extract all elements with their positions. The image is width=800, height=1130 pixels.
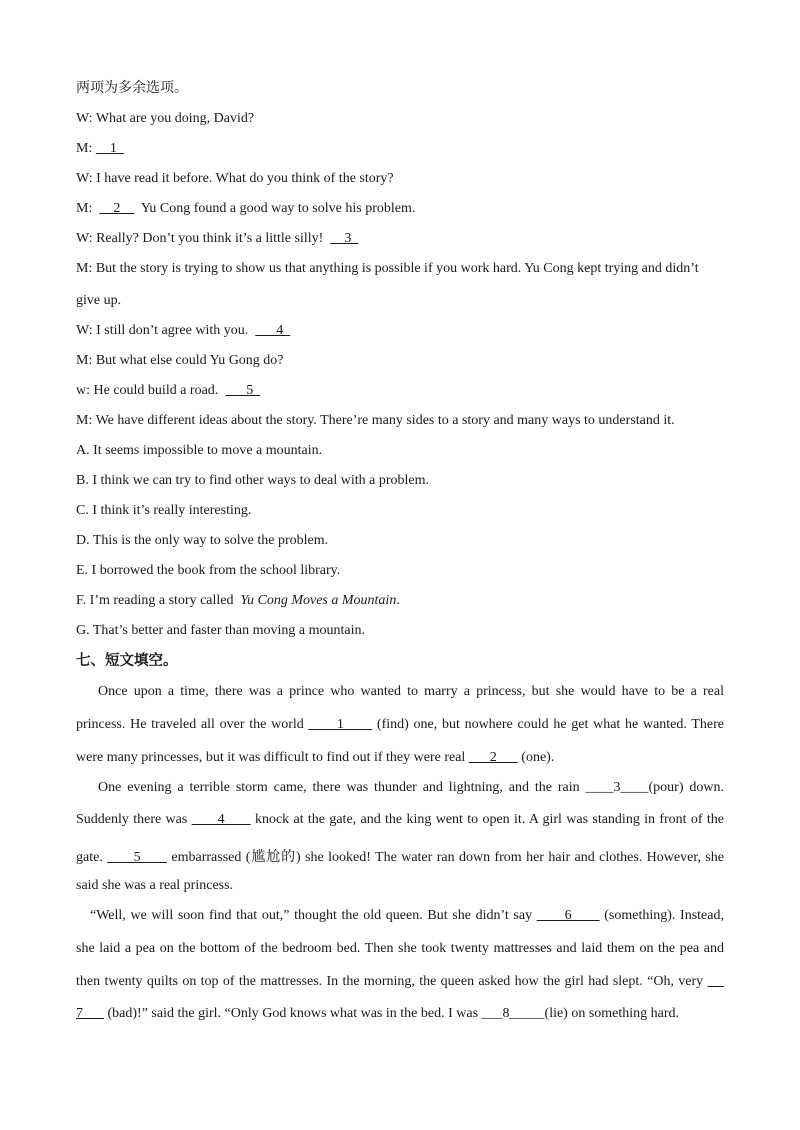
section-heading: 七、短文填空。 — [76, 653, 178, 669]
answer-blank-3: 3 — [330, 231, 359, 246]
cloze-blank-5: 5 — [107, 850, 167, 865]
cloze-blank-1: 1 — [308, 717, 373, 732]
cloze-blank-7-start — [708, 974, 725, 989]
dialogue-text: Yu Cong found a good way to solve his problem. — [134, 201, 416, 216]
story-title: Yu Cong Moves a Mountain — [240, 593, 397, 608]
passage-line: One evening a terrible storm came, there was thunder and lightning, and the rain ____3____(pour) down. — [98, 780, 724, 795]
dialogue-line: W: What are you doing, David? — [76, 111, 255, 126]
dialogue-line — [76, 140, 124, 158]
passage-line: Suddenly there was 4 knock at the gate, and the king went to open it. A girl was standing in front of the — [76, 812, 725, 827]
dialogue-line: M: But the story is trying to show us that anything is possible if you work hard. Yu Cong kept trying and didn’t — [76, 261, 699, 276]
passage-line: 7 (bad)!” said the girl. “Only God knows what was in the bed. I was ___8_____(lie) on something hard. — [76, 1006, 680, 1021]
option-a: A. It seems impossible to move a mountain. — [76, 443, 323, 458]
dialogue-text: w: He could build a road. — [76, 383, 226, 398]
option-c: C. I think it’s really interesting. — [76, 503, 252, 518]
cloze-blank-7-end: 7 — [76, 1006, 104, 1021]
passage-line: gate. 5 embarrassed (尴尬的) she looked! The water ran down from her hair and clothes. However, she — [76, 850, 724, 865]
answer-blank-2: 2 — [99, 201, 135, 216]
instruction-text: 两项为多余选项。 — [76, 81, 188, 96]
option-g: G. That’s better and faster than moving a mountain. — [76, 623, 366, 638]
dialogue-line: M: We have different ideas about the story. There’re many sides to a story and many ways to understand it. — [76, 413, 675, 428]
cloze-blank-3: ____3____ — [585, 780, 649, 795]
cloze-blank-6: 6 — [536, 908, 600, 923]
cloze-blank-2: 2 — [468, 750, 518, 765]
answer-blank-5: 5 — [225, 383, 261, 398]
passage-line: she laid a pea on the bottom of the bedroom bed. Then she took twenty mattresses and laid them on the pea and — [76, 941, 724, 956]
speaker-label: M: — [76, 201, 100, 216]
answer-blank-1: 1 — [95, 141, 124, 156]
option-f: F. I’m reading a story called Yu Cong Moves a Mountain. — [76, 593, 400, 608]
dialogue-line: M: But what else could Yu Gong do? — [76, 353, 284, 368]
dialogue-text: W: Really? Don’t you think it’s a little silly! — [76, 231, 331, 246]
dialogue-line: W: I have read it before. What do you think of the story? — [76, 171, 394, 186]
passage-line: “Well, we will soon find that out,” thought the old queen. But she didn’t say 6 (something). Instead, — [90, 908, 724, 923]
dialogue-line — [76, 382, 260, 400]
dialogue-line — [76, 322, 290, 340]
passage-line: were many princesses, but it was difficult to find out if they were real 2 (one). — [76, 750, 555, 765]
option-e: E. I borrowed the book from the school library. — [76, 563, 341, 578]
cloze-blank-4: 4 — [191, 812, 251, 827]
speaker-label: M: — [76, 141, 96, 156]
option-b: B. I think we can try to find other ways to deal with a problem. — [76, 473, 430, 488]
dialogue-line: give up. — [76, 293, 122, 308]
option-d: D. This is the only way to solve the problem. — [76, 533, 329, 548]
passage-line: princess. He traveled all over the world 1 (find) one, but nowhere could he get what he wanted. There — [76, 717, 724, 732]
passage-line: said she was a real princess. — [76, 878, 234, 893]
passage-line: Once upon a time, there was a prince who wanted to marry a princess, but she would have to be a real — [98, 684, 724, 699]
dialogue-line — [76, 230, 358, 248]
dialogue-text: W: I still don’t agree with you. — [76, 323, 256, 338]
dialogue-line — [76, 200, 415, 218]
cloze-blank-8: ___8_____ — [481, 1006, 545, 1021]
answer-blank-4: 4 — [255, 323, 291, 338]
passage-line: then twenty quilts on top of the mattresses. In the morning, the queen asked how the girl had slept. “Oh, very — [76, 974, 724, 990]
